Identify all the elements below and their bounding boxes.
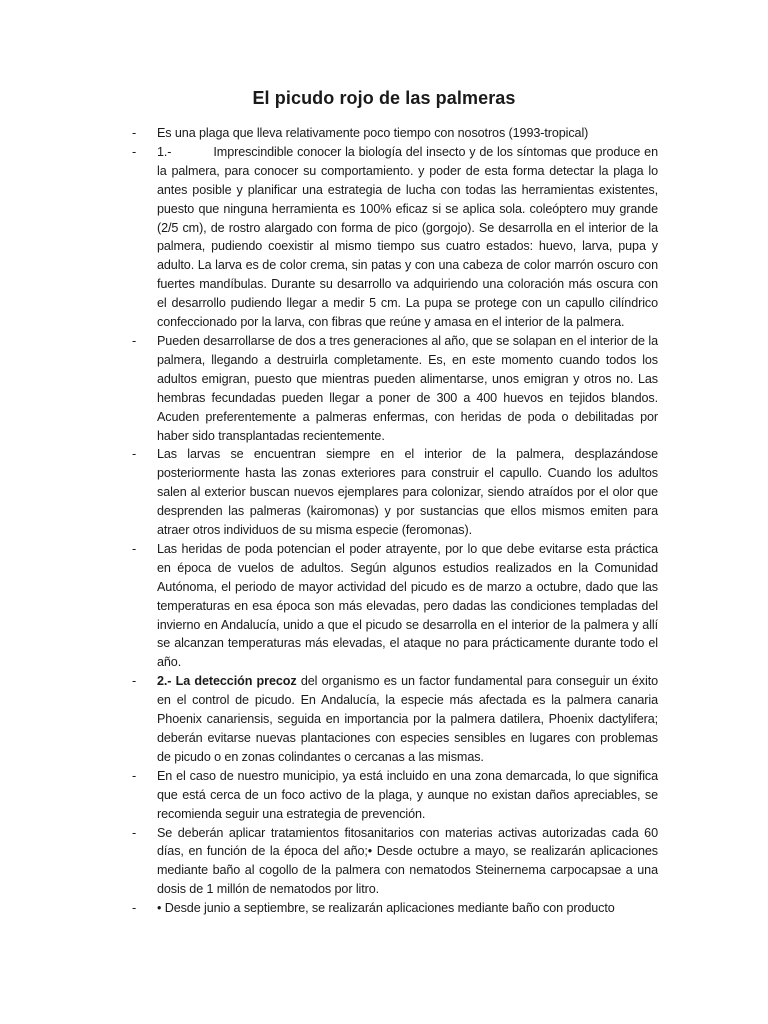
bullet-dash: - [132, 541, 137, 556]
bullet-dash: - [132, 144, 137, 159]
bullet-dash: - [132, 126, 137, 140]
list-item [132, 767, 658, 824]
item-text: del organismo es un factor fundamental para conseguir un éxito en el control de picudo. En Andalucía, la especie más afectada es la palmera canaria Phoenix canariensis, seguida en importancia por la palmera datilera, Phoenix dactylifera; deberán evitarse nuevas plantaciones con especies sensibles en lugares con problemas de picudo o en zonas colindantes o cercanas a las mismas. [157, 674, 658, 764]
bullet-dash: - [132, 768, 137, 783]
item-text: Es una plaga que lleva relativamente poco tiempo con nosotros (1993-tropical) [157, 126, 589, 140]
item-text: En el caso de nuestro municipio, ya está incluido en una zona demarcada, lo que significa que está cerca de un foco activo de la plaga, y aunque no existan daños apreciables, se recomienda seguir una estrategia de prevención. [157, 768, 658, 821]
bullet-dash: - [132, 901, 137, 916]
list-item [132, 445, 658, 540]
item-number: 1.- [157, 144, 172, 159]
item-text: Pueden desarrollarse de dos a tres generaciones al año, que se solapan en el interior de la palmera, llegando a destruirla completamente. Es, en este momento cuando todos los adultos emigran, puesto que mientras pueden alimentarse, unos emigran y otros no. Las hembras fecundadas pueden llegar a poner de 300 a 400 huevos en tejidos blandos. Acuden preferentemente a palmeras enfermas, con heridas de poda o debilitadas por haber sido transplantadas recientemente. [157, 333, 658, 443]
document-title: El picudo rojo de las palmeras [252, 88, 516, 108]
list-item [132, 332, 658, 445]
bullet-dash: - [132, 825, 137, 840]
item-strong-text: 2.- La detección precoz [157, 674, 297, 689]
item-text: • Desde junio a septiembre, se realizarán aplicaciones mediante baño con producto [157, 901, 615, 916]
bullet-dash: - [132, 674, 137, 689]
bullet-list [132, 124, 658, 918]
item-text: Se deberán aplicar tratamientos fitosanitarios con materias activas autorizadas cada 60 días, en función de la época del año;• Desde octubre a mayo, se realizarán aplicaciones mediante baño al cogollo de la palmera con nematodos Steinernema carpocapsae a una dosis de 1 millón de nematodos por litro. [157, 825, 658, 897]
item-text: Las larvas se encuentran siempre en el interior de la palmera, desplazándose posteriormente hasta las zonas exteriores para construir el capullo. Cuando los adultos salen al exterior buscan nuevos ejemplares para colonizar, siendo atraídos por el olor que desprenden las palmeras (kairomonas) y por sustancias que ellos mismos emiten para atraer otros individuos de su misma especie (feromonas). [157, 447, 658, 538]
list-item [132, 824, 658, 900]
list-item [132, 540, 658, 672]
bullet-dash: - [132, 333, 137, 348]
bullet-dash: - [132, 447, 137, 462]
list-item [132, 672, 658, 767]
list-item [132, 124, 658, 143]
item-text: Imprescindible conocer la biología del insecto y de los síntomas que produce en la palmera, para conocer su comportamiento. y poder de esta forma detectar la plaga lo antes posible y planificar una estrategia de lucha con todas las herramientas existentes, puesto que ninguna herramienta es 100% eficaz si se aplica sola. coleóptero muy grande (2/5 cm), de rostro alargado con forma de pico (gorgojo). Se desarrolla en el interior de la palmera, pudiendo coexistir al mismo tiempo sus cuatro estados: huevo, larva, pupa y adulto. La larva es de color crema, sin patas y con una cabeza de color marrón oscuro con fuertes mandíbulas. Durante su desarrollo va adquiriendo una coloración más oscura con el desarrollo pudiendo llegar a medir 5 cm. La pupa se protege con un capullo cilíndrico confeccionado por la larva, con fibras que reúne y amasa en el interior de la palmera. [157, 144, 658, 330]
item-text: Las heridas de poda potencian el poder atrayente, por lo que debe evitarse esta práctica en época de vuelos de adultos. Según algunos estudios realizados en la Comunidad Autónoma, el periodo de mayor actividad del picudo es de marzo a octubre, dado que las temperaturas en esa época son más elevadas, pero dadas las condiciones templadas del invierno en Andalucía, unido a que el picudo se desarrolla en el interior de la palmera y allí se alcanzan temperaturas más elevadas, el ataque no para prácticamente durante todo el año. [157, 541, 658, 670]
list-item [132, 143, 658, 332]
list-item [132, 899, 658, 918]
